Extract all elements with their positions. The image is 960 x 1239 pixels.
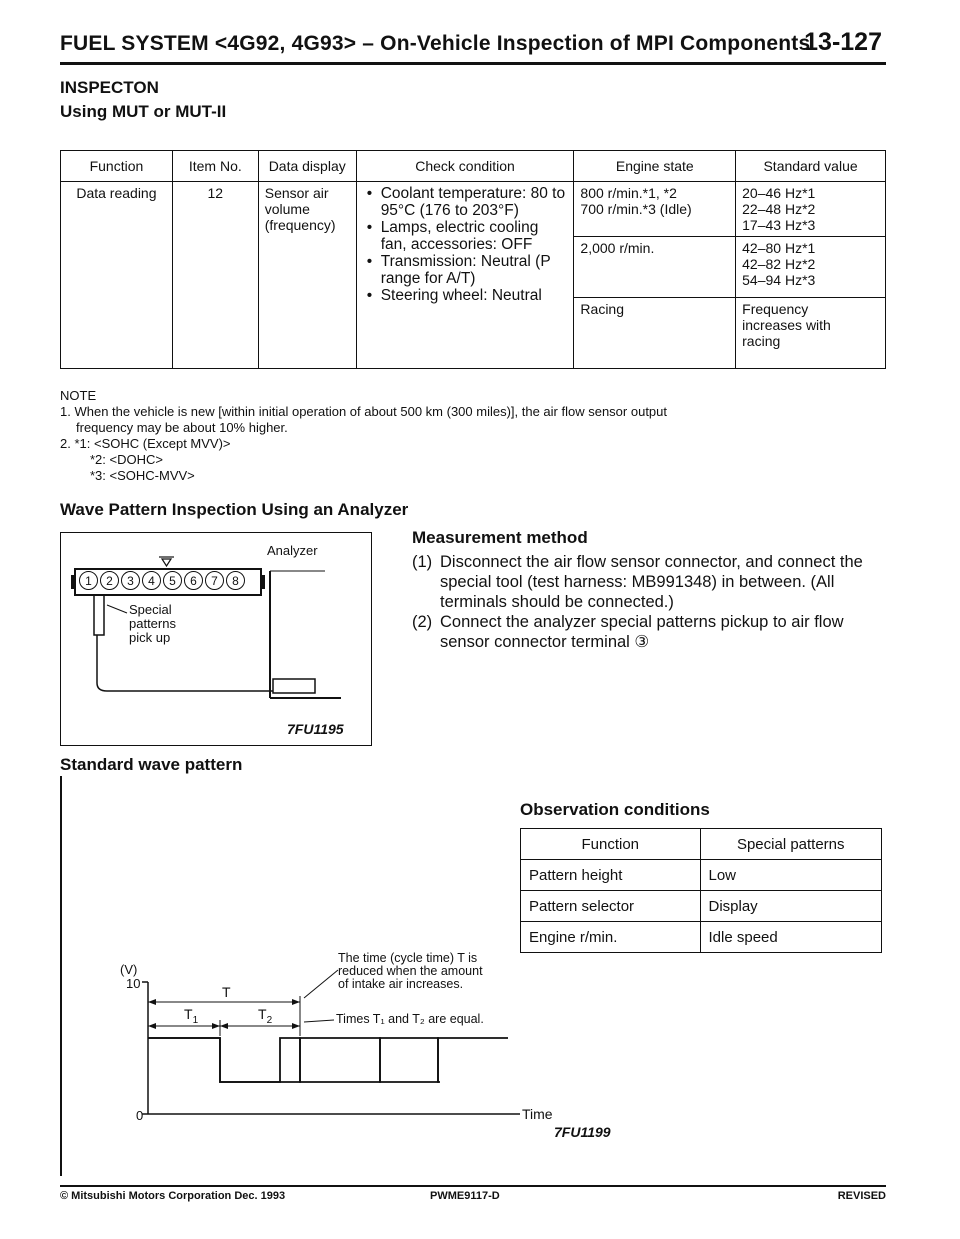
engine-state-cell	[574, 182, 736, 237]
col-header: Function	[61, 151, 173, 182]
pin: 3	[121, 571, 140, 590]
pin: 1	[79, 571, 98, 590]
equal-times-note: Times T₁ and T₂ are equal.	[336, 1012, 484, 1026]
footer-revised: REVISED	[837, 1190, 886, 1202]
note-item-number: 2.	[60, 436, 71, 451]
footer-doc-code: PWME9117-D	[430, 1190, 500, 1202]
note-item-1	[60, 404, 890, 420]
standard-line: 17–43 Hz*3	[742, 217, 816, 233]
standard-wave-heading: Standard wave pattern	[60, 755, 243, 774]
note-star-3: *3: <SOHC-MVV>	[90, 468, 195, 483]
pin: 7	[205, 571, 224, 590]
col-header: Data display	[258, 151, 356, 182]
standard-value-cell	[736, 237, 886, 298]
col-header: Check condition	[356, 151, 574, 182]
standard-line: Frequency	[742, 301, 809, 317]
footer-copyright: © Mitsubishi Motors Corporation Dec. 1993	[60, 1190, 286, 1202]
data-display-line: (frequency)	[264, 217, 336, 233]
function-cell: Data reading	[61, 182, 173, 369]
pin: 8	[226, 571, 245, 590]
wave-frame-line	[60, 776, 62, 1176]
y-unit-label: (V)	[120, 962, 138, 977]
analyzer-diagram	[61, 533, 371, 745]
cycle-note-line: reduced when the amount	[338, 964, 483, 978]
footer-rule	[60, 1185, 886, 1187]
table-cell: Pattern selector	[521, 891, 701, 922]
table-cell: Idle speed	[700, 922, 882, 953]
wave-inspection-heading: Wave Pattern Inspection Using an Analyzer	[60, 500, 409, 519]
table-row	[521, 860, 882, 891]
header-rule	[60, 62, 886, 65]
header-subtitle: – On-Vehicle Inspection of MPI Components	[362, 32, 811, 55]
cycle-label-t: T	[222, 984, 231, 1000]
label-t2-sub: 2	[266, 1014, 273, 1026]
data-display-line: Sensor air	[264, 185, 329, 201]
header-title	[60, 32, 810, 56]
header-main-title: FUEL SYSTEM <4G92, 4G93>	[60, 32, 357, 55]
x-axis-label: Time	[522, 1106, 553, 1122]
note-star-1: *1: <SOHC (Except MVV)>	[74, 436, 231, 451]
table-cell: Low	[700, 860, 882, 891]
col-header: Function	[521, 829, 701, 860]
cycle-note-line: of intake air increases.	[338, 977, 464, 991]
col-header: Item No.	[172, 151, 258, 182]
item-no-cell: 12	[172, 182, 258, 369]
list-item: • Transmission: Neutral (P range for A/T)	[367, 253, 568, 287]
table-row	[521, 922, 882, 953]
figure-code: 7FU1195	[287, 721, 344, 737]
table-row	[61, 182, 886, 237]
section-heading: INSPECTON	[60, 78, 159, 97]
check-condition-cell	[356, 182, 574, 369]
check-condition-list	[363, 185, 568, 304]
inspection-table	[60, 150, 886, 369]
engine-state-cell: 2,000 r/min.	[574, 237, 736, 298]
pickup-label-line: pick up	[129, 630, 171, 645]
page-number: 13-127	[804, 28, 882, 56]
table-cell: Engine r/min.	[521, 922, 701, 953]
standard-line: 42–80 Hz*1	[742, 240, 816, 256]
measurement-steps	[412, 552, 890, 652]
section-subheading: Using MUT or MUT-II	[60, 102, 227, 121]
label-t1	[184, 1006, 198, 1026]
standard-line: 54–94 Hz*3	[742, 272, 816, 288]
analyzer-label: Analyzer	[267, 543, 318, 558]
analyzer-figure	[60, 532, 372, 746]
label-t1-sub: 1	[192, 1014, 199, 1026]
engine-state-line: 800 r/min.*1, *2	[580, 185, 677, 201]
engine-state-cell: Racing	[574, 298, 736, 369]
standard-line: increases with	[742, 317, 831, 333]
standard-line: 42–82 Hz*2	[742, 256, 816, 272]
note-item-number: 1.	[60, 404, 71, 419]
list-item	[412, 552, 890, 612]
standard-value-cell	[736, 182, 886, 237]
step-text: Connect the analyzer special patterns pickup to air flow sensor connector terminal ③	[440, 613, 844, 651]
step-text: Disconnect the air flow sensor connector, and connect the special tool (test harness: MB991348) in between. (All terminals should be connected.)	[440, 553, 863, 611]
cycle-time-note	[338, 952, 483, 991]
list-item: • Steering wheel: Neutral	[367, 287, 568, 304]
pin: 6	[184, 571, 203, 590]
table-header-row	[521, 829, 882, 860]
standard-line: 22–48 Hz*2	[742, 201, 816, 217]
table-cell: Pattern height	[521, 860, 701, 891]
note-item-2	[60, 436, 890, 452]
pickup-label-line: Special	[129, 602, 172, 617]
table-row	[521, 891, 882, 922]
list-item	[412, 612, 890, 652]
wave-figure-code: 7FU1199	[554, 1124, 611, 1140]
col-header: Engine state	[574, 151, 736, 182]
list-item: • Lamps, electric cooling fan, accessories: OFF	[367, 219, 568, 253]
label-t1-main: T	[184, 1006, 193, 1022]
standard-line: racing	[742, 333, 781, 349]
pin: 2	[100, 571, 119, 590]
label-t2-main: T	[258, 1006, 267, 1022]
note-item-text: When the vehicle is new [within initial operation of about 500 km (300 miles)], the air flow sensor output	[74, 404, 667, 419]
engine-state-line: 700 r/min.*3 (Idle)	[580, 201, 692, 217]
step-number: (2)	[412, 613, 433, 631]
observation-heading: Observation conditions	[520, 800, 710, 819]
pin: 4	[142, 571, 161, 590]
label-t2	[258, 1006, 272, 1026]
table-header-row	[61, 151, 886, 182]
data-display-cell	[258, 182, 356, 369]
measurement-heading: Measurement method	[412, 528, 588, 547]
col-header: Standard value	[736, 151, 886, 182]
note-label: NOTE	[60, 388, 97, 403]
standard-line: 20–46 Hz*1	[742, 185, 816, 201]
pin: 5	[163, 571, 182, 590]
cycle-note-line: The time (cycle time) T is	[338, 951, 478, 965]
y-zero-tick: 0	[136, 1108, 144, 1123]
list-item: • Coolant temperature: 80 to 95°C (176 to 203°F)	[367, 185, 568, 219]
standard-value-cell	[736, 298, 886, 369]
connector-pins	[79, 571, 245, 590]
observation-table	[520, 828, 882, 953]
col-header: Special patterns	[700, 829, 882, 860]
table-cell: Display	[700, 891, 882, 922]
y-top-tick: 10	[126, 976, 141, 991]
note-block	[60, 388, 890, 484]
pickup-label-line: patterns	[129, 616, 176, 631]
data-display-line: volume	[264, 201, 310, 217]
step-number: (1)	[412, 553, 433, 571]
note-star-2: *2: <DOHC>	[90, 452, 163, 467]
pickup-label	[129, 603, 176, 645]
note-item-text-cont: frequency may be about 10% higher.	[76, 420, 288, 435]
